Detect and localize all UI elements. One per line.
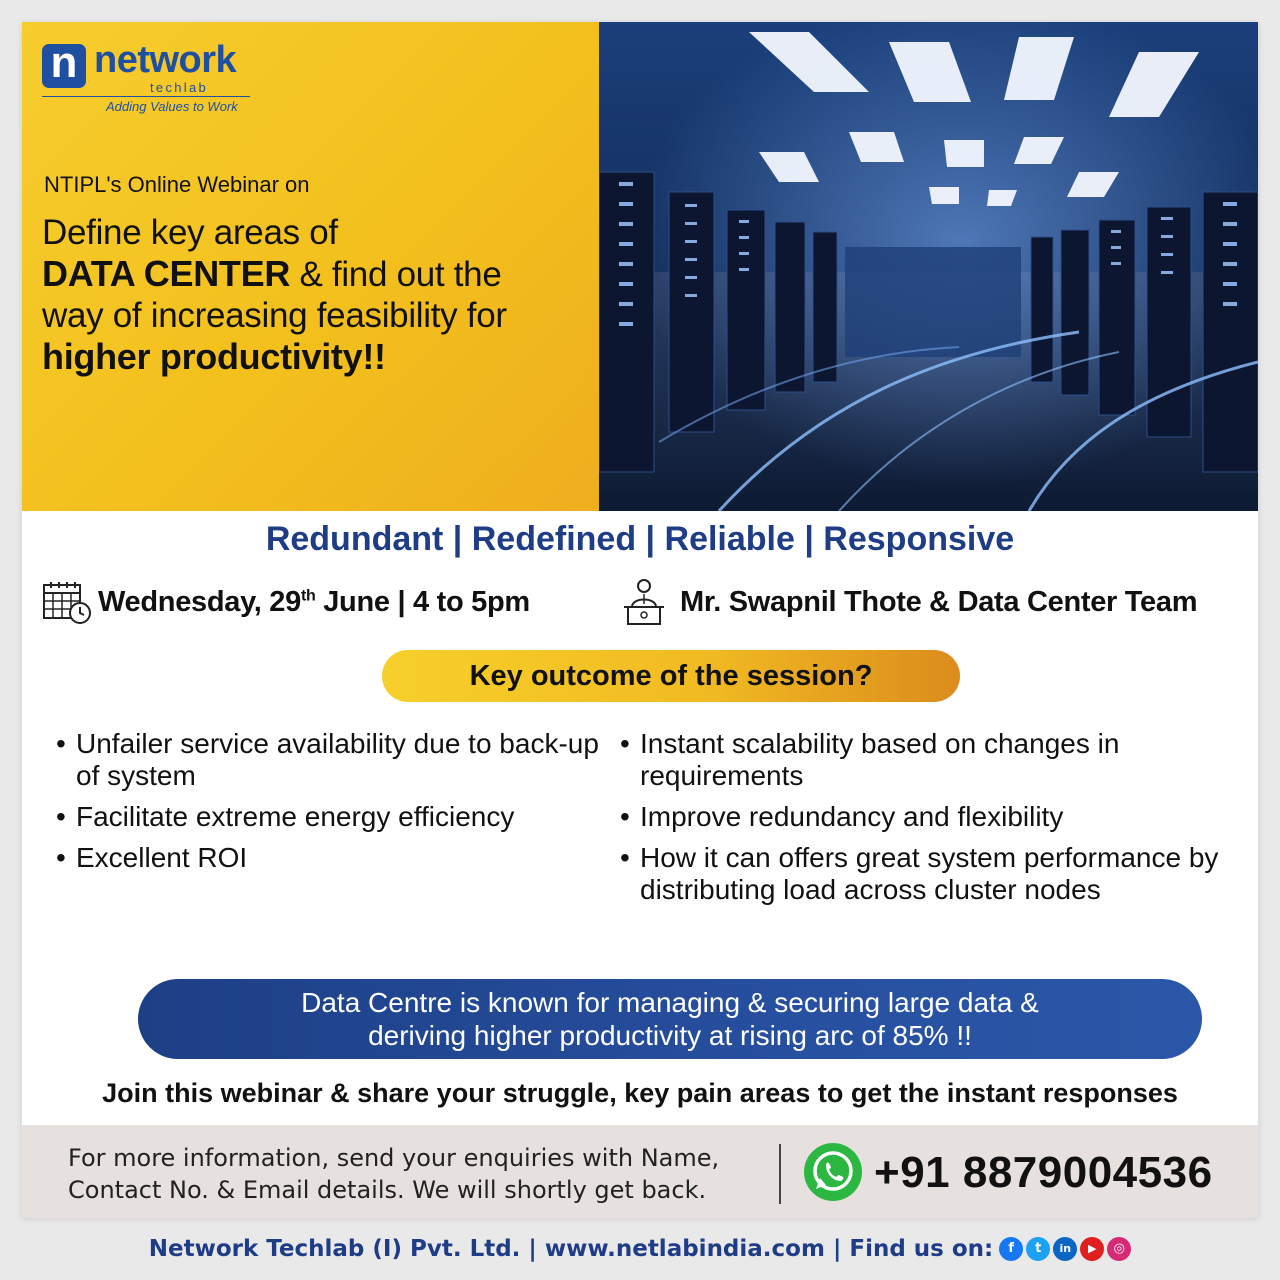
linkedin-icon[interactable]: in: [1053, 1237, 1077, 1261]
webinar-kicker: NTIPL's Online Webinar on: [44, 172, 310, 197]
headline-line-3: way of increasing feasibility for: [42, 296, 507, 335]
footer-company-text: Network Techlab (I) Pvt. Ltd. | www.netlabindia.com | Find us on:: [148, 1236, 994, 1262]
event-month-time: June | 4 to 5pm: [315, 585, 530, 618]
twitter-icon[interactable]: t: [1026, 1237, 1050, 1261]
headline-line-2-rest: & find out the: [290, 255, 502, 294]
list-item: [56, 801, 616, 833]
speaker-row: [622, 576, 1197, 628]
list-item: [56, 842, 616, 874]
outcome-text: • Instant scalability based on changes in requirements: [640, 728, 1120, 791]
list-item: [620, 728, 1250, 792]
event-date-row: [42, 580, 530, 624]
headline-line-4: [42, 336, 587, 378]
speaker-name: Mr. Swapnil Thote & Data Center Team: [680, 585, 1198, 618]
event-day-suffix: th: [300, 586, 316, 604]
hero-section: [22, 22, 1258, 511]
logo-mark-letter: n: [50, 38, 78, 87]
webinar-poster: [22, 22, 1258, 1218]
instagram-icon[interactable]: ◎: [1107, 1237, 1131, 1261]
contact-divider: [779, 1144, 781, 1204]
youtube-icon[interactable]: ▶: [1080, 1237, 1104, 1261]
logo-mark: [42, 38, 86, 88]
phone-number-link[interactable]: +91 8879004536: [874, 1148, 1213, 1197]
facebook-icon[interactable]: f: [999, 1237, 1023, 1261]
speaker-podium-icon: [622, 577, 666, 627]
headline-bold-productivity: higher productivity!!: [42, 336, 386, 377]
list-item: [620, 801, 1250, 833]
headline-bold-datacenter: DATA CENTER: [42, 253, 291, 294]
join-call-to-action: Join this webinar & share your struggle, key pain areas to get the instant responses: [102, 1078, 1178, 1108]
outcome-text: • Improve redundancy and flexibility: [640, 801, 1064, 832]
logo-word: network: [94, 39, 237, 81]
event-date-time: [98, 586, 530, 619]
highlight-line-1: Data Centre is known for managing & securing large data &: [301, 987, 1039, 1018]
server-corridor-illustration: [599, 22, 1258, 511]
outcome-text: • Excellent ROI: [76, 842, 248, 873]
webinar-headline: [42, 212, 587, 378]
outcome-text: • Unfailer service availability due to back-up of system: [76, 728, 599, 791]
footer-bar: [0, 1232, 1280, 1266]
data-center-photo: [599, 22, 1258, 511]
contact-info: [68, 1142, 768, 1206]
outcome-text: • How it can offers great system performance by distributing load across cluster nodes: [640, 842, 1219, 905]
company-logo: [42, 38, 252, 120]
list-item: [620, 842, 1250, 906]
tagline-four-r: Redundant | Redefined | Reliable | Responsive: [265, 520, 1015, 558]
logo-tagline: Adding Values to Work: [106, 99, 238, 114]
headline-line-1: Define key areas of: [42, 213, 338, 252]
contact-info-line-1: For more information, send your enquiries with Name,: [68, 1144, 720, 1172]
logo-divider: [42, 96, 250, 97]
highlight-line-2: deriving higher productivity at rising arc of 85% !!: [368, 1020, 972, 1051]
social-icons: [999, 1237, 1131, 1261]
outcome-text: • Facilitate extreme energy efficiency: [76, 801, 515, 832]
highlight-banner: [138, 979, 1202, 1059]
headline-line-2: [42, 253, 587, 295]
outcomes-list-left: [56, 728, 616, 883]
event-day: Wednesday, 29: [98, 585, 301, 618]
contact-info-line-2: Contact No. & Email details. We will shortly get back.: [68, 1176, 707, 1204]
list-item: [56, 728, 616, 792]
hero-text-panel: [22, 22, 599, 511]
whatsapp-icon[interactable]: [802, 1141, 864, 1203]
logo-subword: techlab: [150, 80, 209, 95]
key-outcome-heading: Key outcome of the session?: [382, 650, 960, 702]
outcomes-list-right: [620, 728, 1250, 915]
calendar-clock-icon: [42, 580, 92, 624]
